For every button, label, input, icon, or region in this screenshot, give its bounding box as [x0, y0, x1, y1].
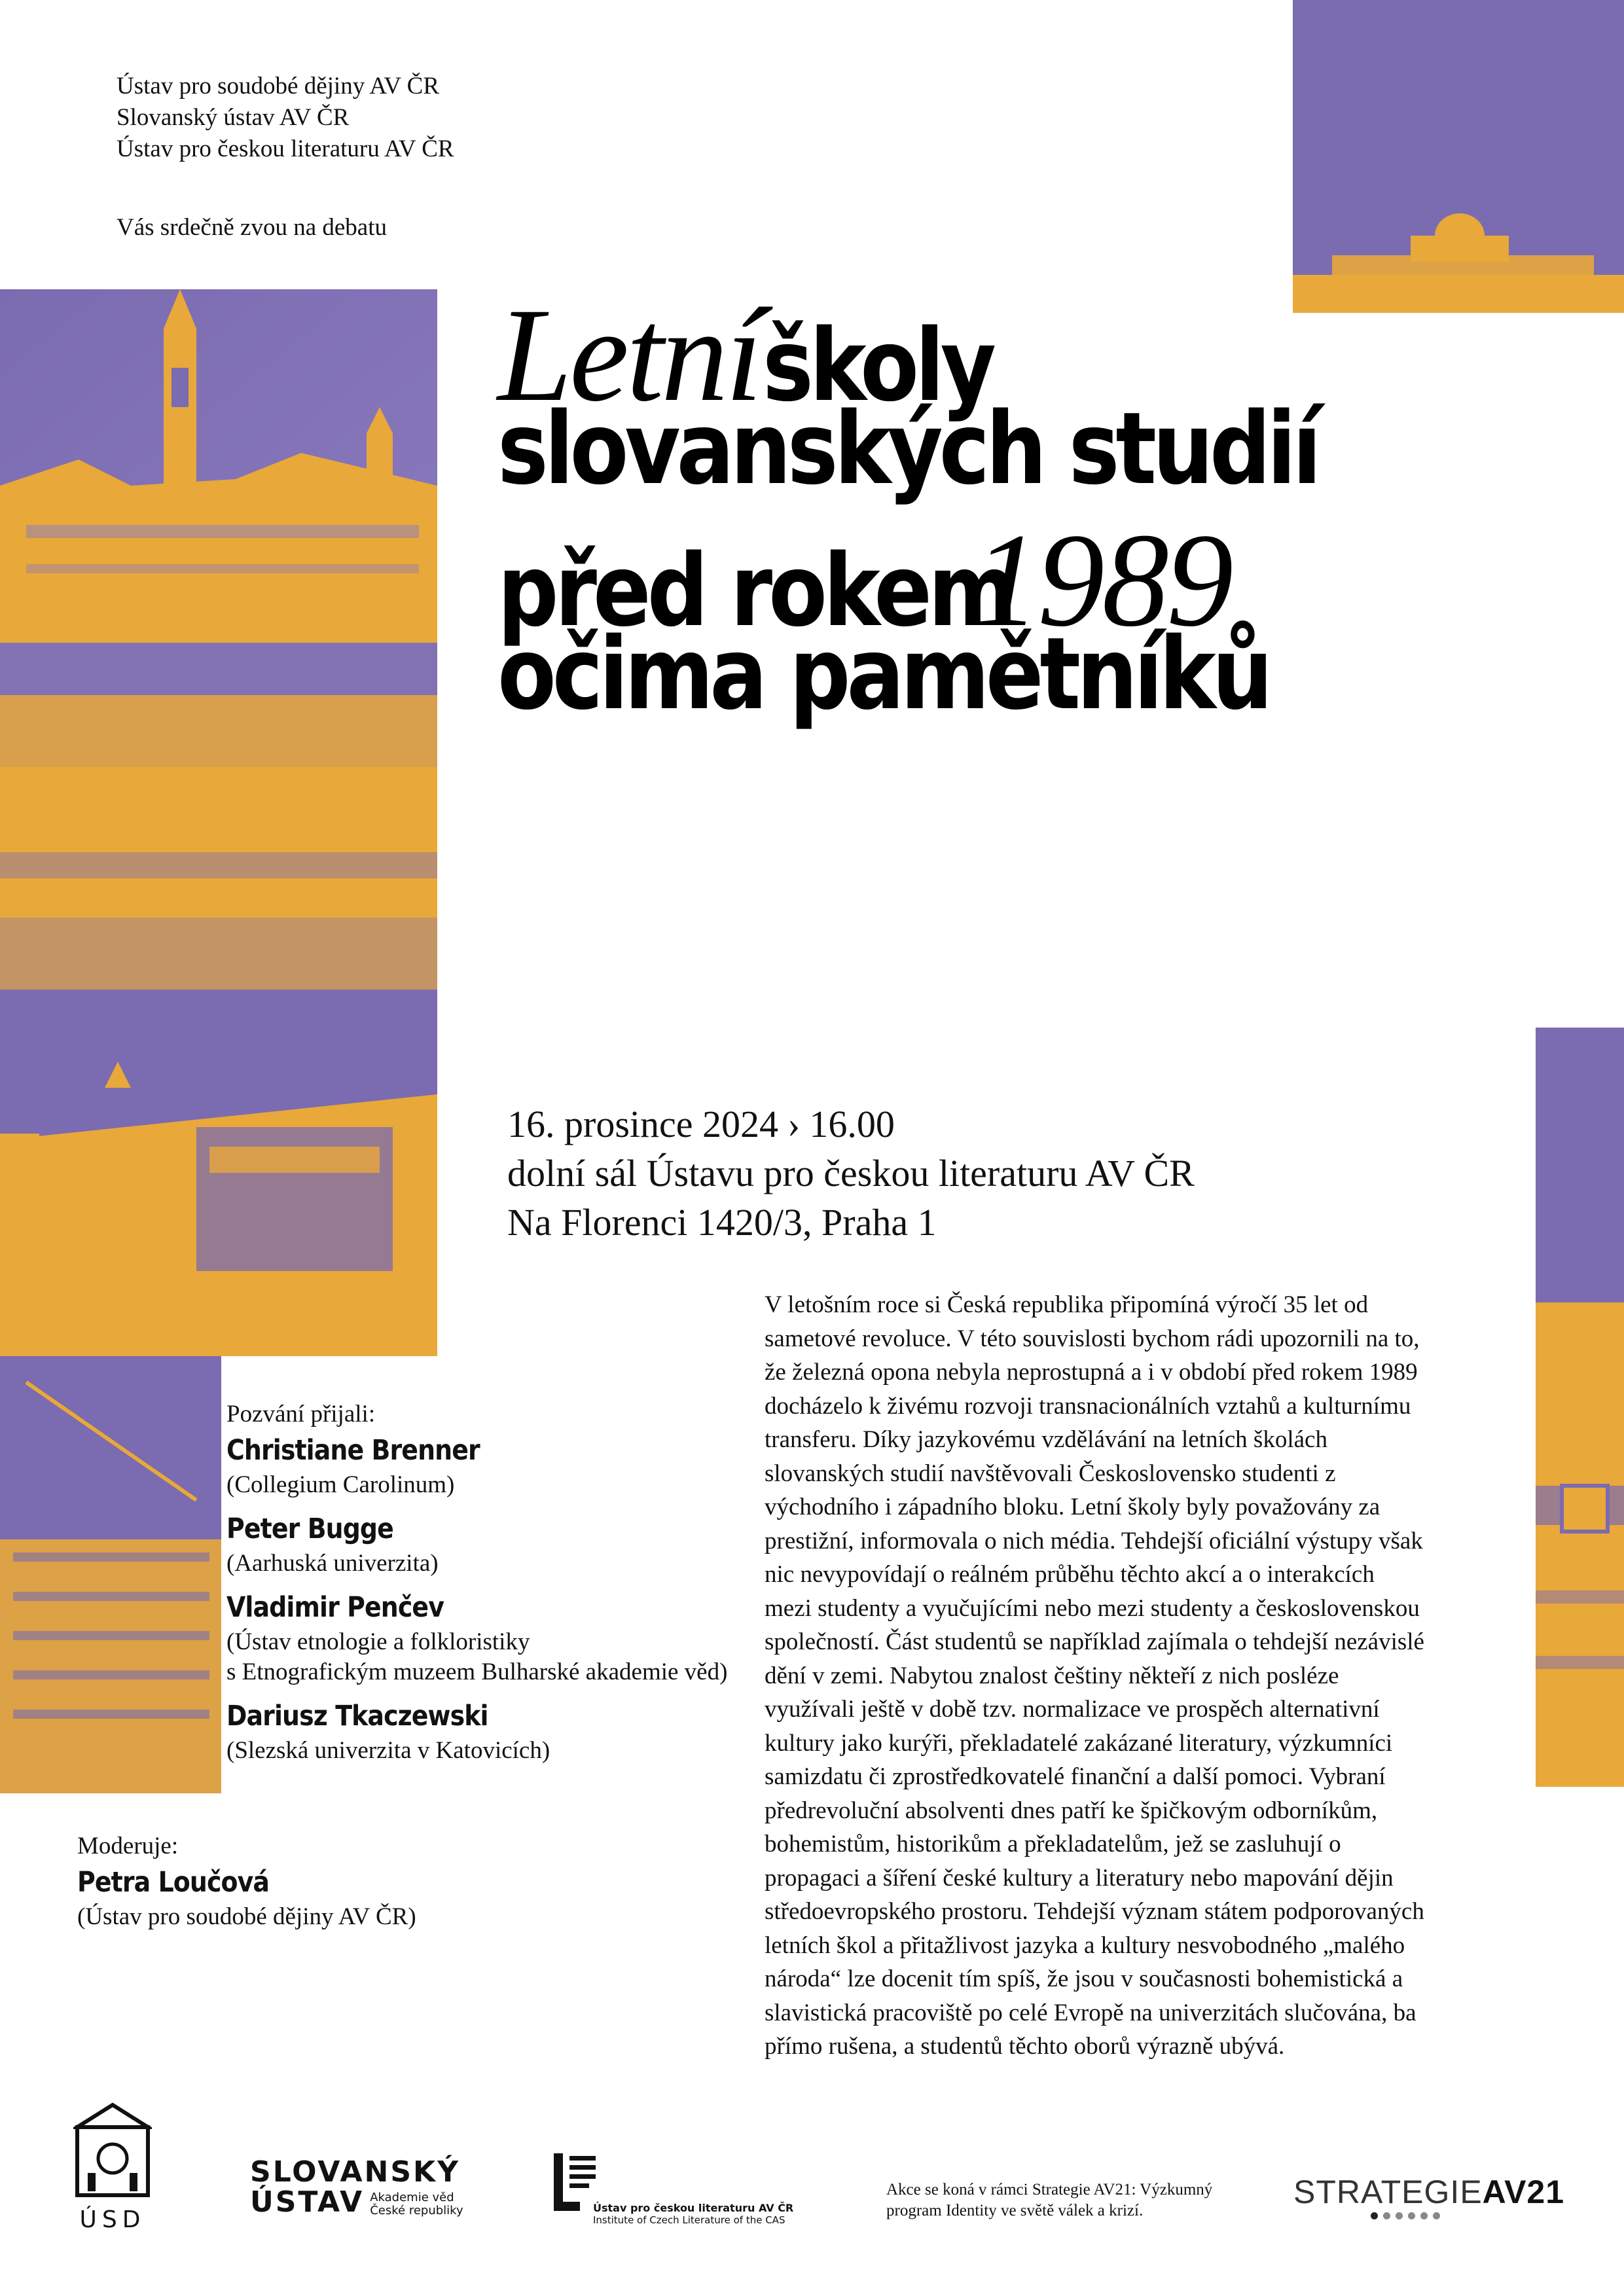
- photo-top-right: [1293, 0, 1624, 313]
- slovansky-logo-sub2: České republiky: [370, 2204, 463, 2217]
- guest-name: Dariusz Tkaczewski: [226, 1700, 488, 1732]
- organizer-usd: Ústav pro soudobé dějiny AV ČR: [117, 73, 440, 99]
- guest-affiliation: (Ústav etnologie a folkloristiky s Etnografickým muzeem Bulharské akademie věd): [226, 1628, 728, 1685]
- event-title: [497, 278, 1492, 732]
- moderator-label: Moderuje:: [77, 1833, 179, 1859]
- slovansky-logo-sub1: Akademie věd: [370, 2191, 454, 2204]
- guest-affiliation: (Slezská univerzita v Katovicích): [226, 1737, 550, 1764]
- guest-affiliation: (Collegium Carolinum): [226, 1471, 455, 1498]
- usd-building-icon: [73, 2101, 152, 2199]
- slovansky-ustav-logo: [250, 2157, 463, 2217]
- strategie-av21-logo: [1293, 2173, 1564, 2223]
- guests-label: Pozvání přijali:: [226, 1401, 376, 1427]
- event-time: 16.00: [809, 1103, 895, 1145]
- guest-affiliation: (Aarhuská univerzita): [226, 1550, 439, 1577]
- guest-item: [226, 1588, 737, 1687]
- ucl-name-cz: Ústav pro českou literaturu AV ČR: [593, 2202, 794, 2214]
- event-address: Na Florenci 1420/3, Praha 1: [507, 1201, 937, 1244]
- invitation-text: Vás srdečně zvou na debatu: [117, 214, 387, 241]
- title-line-3: před rokem: [497, 533, 1014, 649]
- strategy-note: Akce se koná v rámci Strategie AV21: Výzkumný program Identity ve světě válek a krizí.: [886, 2181, 1213, 2219]
- title-line-2: slovanských studií: [497, 391, 1318, 507]
- guest-name: Peter Bugge: [226, 1513, 393, 1545]
- ucl-name-en: Institute of Czech Literature of the CAS: [593, 2214, 785, 2226]
- photo-right-middle: [1536, 1028, 1624, 1787]
- title-word-letni: Letní: [497, 281, 761, 429]
- av21-dots-icon: [1371, 2211, 1564, 2223]
- photo-left-column: [0, 289, 437, 1356]
- title-year: 1989: [973, 506, 1231, 655]
- photo-bottom-left: [0, 1356, 221, 1793]
- moderator-affiliation: (Ústav pro soudobé dějiny AV ČR): [77, 1903, 416, 1930]
- moderator-section: [77, 1830, 535, 1941]
- av21-light-text: STRATEGIE: [1293, 2174, 1483, 2210]
- date-time-separator: ›: [787, 1103, 801, 1145]
- organizer-slovansky: Slovanský ústav AV ČR: [117, 104, 350, 131]
- ucl-logo: [554, 2153, 793, 2226]
- guest-item: [226, 1509, 737, 1579]
- guest-item: [226, 1696, 737, 1766]
- event-venue: dolní sál Ústavu pro českou literaturu AV ČR: [507, 1152, 1195, 1194]
- title-word-skoly: školy: [763, 308, 993, 423]
- event-info: [507, 1100, 1195, 1247]
- organizers-list: [117, 71, 454, 165]
- slovansky-logo-line2: ÚSTAV: [250, 2185, 365, 2219]
- usd-logo: [73, 2101, 152, 2232]
- usd-logo-text: ÚSD: [79, 2206, 146, 2233]
- moderator-name: Petra Loučová: [77, 1866, 270, 1899]
- organizer-ucl: Ústav pro českou literaturu AV ČR: [117, 135, 454, 162]
- ucl-mark-icon: [554, 2153, 604, 2211]
- event-date: 16. prosince 2024: [507, 1103, 778, 1145]
- guest-item: [226, 1431, 737, 1500]
- guests-section: [226, 1398, 737, 1775]
- av21-bold-text: AV21: [1482, 2174, 1565, 2210]
- guest-name: Vladimir Penčev: [226, 1591, 444, 1624]
- slovansky-logo-sub: [370, 2191, 463, 2217]
- title-line-4: očima pamětníků: [497, 616, 1269, 732]
- guest-name: Christiane Brenner: [226, 1434, 480, 1467]
- slovansky-logo-line1: SLOVANSKÝ: [250, 2155, 460, 2189]
- event-description: V letošním roce si Česká republika připomíná výročí 35 let od sametové revoluce. V této souvislosti bychom rádi upozornili na to, že železná opona nebyla neprostupná a i v období před rokem 1989 docházelo k živému rozvoji transnacionálních vztahů a kulturnímu transferu. Díky jazykovému vzdělávání na letních školách slovanských studií navštěvovali Československo studenti z východního i západního bloku. Letní školy byly považovány za prestižní, informovala o nich média. Tehdejší oficiální výstupy však nic nevypovídají o reálném průběhu těchto akcí a o interakcích mezi studenty a vyučujícími nebo mezi studenty a československou společností. Část studentů se například zajímala o tehdejší nezávislé dění v zemi. Nabytou znalost češtiny někteří z nich posléze využívali ještě v době tzv. normalizace ve prospěch alternativní kultury jako kurýři, překladatelé zakázané literatury, výzkumníci samizdatu či zprostředkovatelé finanční a další pomoci. Vybraní předrevoluční absolventi dnes patří ke špičkovým odborníkům, bohemistům, historikům a překladatelům, jež se zasluhují o propagaci a šíření české kultury a literatury nebo mapování dějin středoevropského prostoru. Tehdejší význam státem podporovaných letních škol a přitažlivost jazyka a kultury nesvobodného „malého národa“ lze docenit tím spíš, že jsou v současnosti bohemistická a slavistická pracoviště po celé Evropě na univerzitách slučována, ba přímo rušena, a studentů těchto oborů výrazně ubývá.: [765, 1291, 1424, 2060]
